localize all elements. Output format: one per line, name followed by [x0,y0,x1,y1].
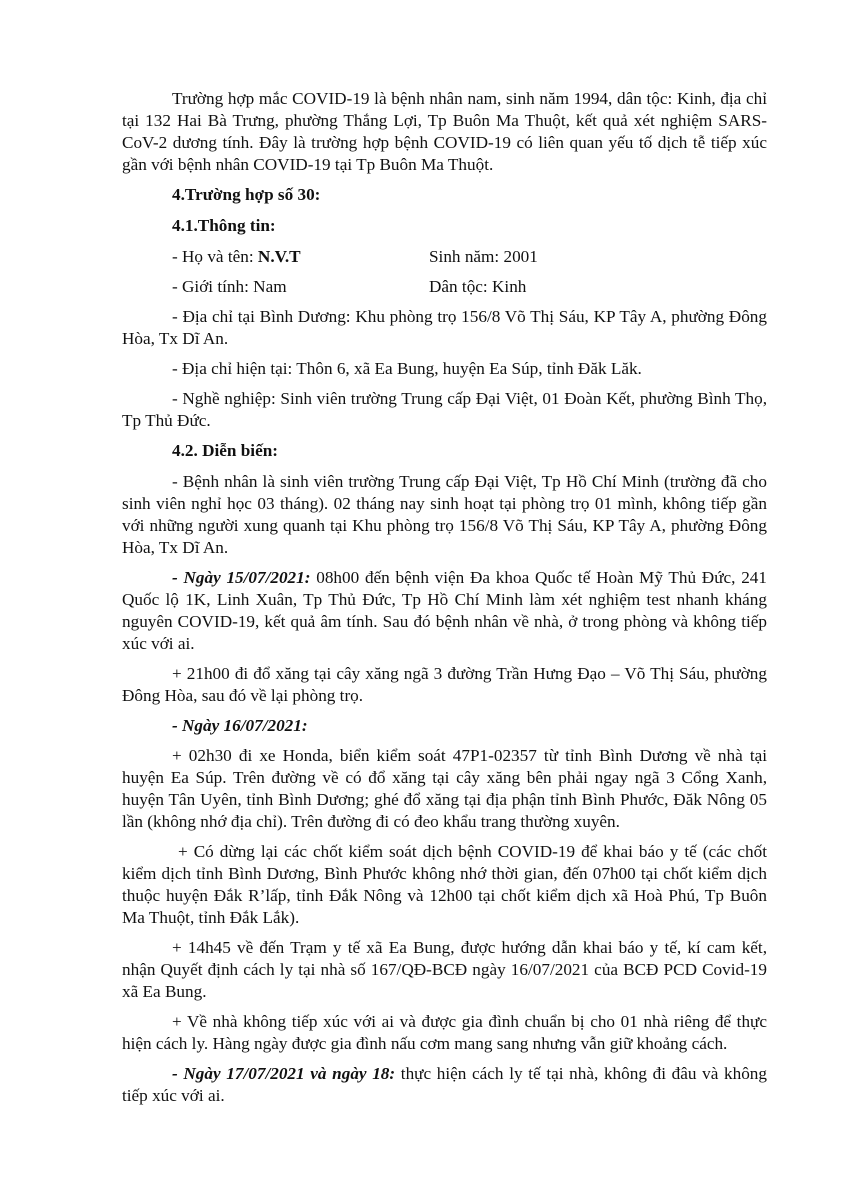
day16-travel: + 02h30 đi xe Honda, biển kiểm soát 47P1-02357 từ tỉnh Bình Dương về nhà tại huyện Ea Súp. Trên đường về có đổ xăng tại cây xăng bên phải ngay ngã 3 Cổng Xanh, huyện Tân Uyên, tỉnh Bình Dương; ghé đổ xăng tại địa phận tỉnh Bình Phước, Đăk Nông 05 lần (không nhớ địa chỉ). Trên đường đi có đeo khẩu trang thường xuyên. [122,746,767,831]
day15-paragraph [122,567,767,655]
day16-home: + Về nhà không tiếp xúc với ai và được gia đình chuẩn bị cho 01 nhà riêng để thực hiện cách ly. Hàng ngày được gia đình nấu cơm mang sang nhưng vẫn giữ khoảng cách. [122,1012,767,1053]
gender: - Giới tính: Nam [172,277,287,296]
day16-heading [122,715,767,737]
ethnicity: Dân tộc: Kinh [429,277,527,296]
address-binh-duong: - Địa chỉ tại Bình Dương: Khu phòng trọ 156/8 Võ Thị Sáu, KP Tây A, phường Đông Hòa, Tx Dĩ An. [122,307,767,348]
day15-evening: + 21h00 đi đổ xăng tại cây xăng ngã 3 đường Trần Hưng Đạo – Võ Thị Sáu, phường Đông Hòa, sau đó về lại phòng trọ. [122,664,767,705]
case-heading: 4.Trường hợp số 30: [172,185,321,204]
occupation: - Nghề nghiệp: Sinh viên trường Trung cấp Đại Việt, 01 Đoàn Kết, phường Bình Thọ, Tp Thủ Đức. [122,389,767,430]
address-current: - Địa chỉ hiện tại: Thôn 6, xã Ea Bung, huyện Ea Súp, tỉnh Đăk Lăk. [172,359,642,378]
day16-arrival: + 14h45 về đến Trạm y tế xã Ea Bung, được hướng dẫn khai báo y tế, kí cam kết, nhận Quyết định cách ly tại nhà số 167/QĐ-BCĐ ngày 16/07/2021 của BCĐ PCD Covid-19 xã Ea Bung. [122,938,767,1001]
day16-checkpoints: + Có dừng lại các chốt kiểm soát dịch bệnh COVID-19 để khai báo y tế (các chốt kiểm dịch tỉnh Bình Dương, Bình Phước không nhớ thời gian, đến 07h00 tại chốt kiểm dịch thuộc huyện Đắk R’lấp, tỉnh Đắk Nông và 12h00 tại chốt kiểm dịch xã Hoà Phú, Tp Buôn Ma Thuột, tỉnh Đắk Lắk). [122,842,772,927]
day17-paragraph [122,1063,767,1107]
day17-text: thực hiện cách ly tế tại nhà, không đi đâu và không tiếp xúc với ai. [122,1064,767,1105]
name-field [172,246,429,268]
name-birth-row [172,246,767,268]
background-paragraph: - Bệnh nhân là sinh viên trường Trung cấp Đại Việt, Tp Hồ Chí Minh (trường đã cho sinh viên nghỉ học 03 tháng). 02 tháng nay sinh hoạt tại phòng trọ 01 mình, không tiếp gần với những người xung quanh tại Khu phòng trọ 156/8 Võ Thị Sáu, KP Tây A, phường Đông Hòa, Tx Dĩ An. [122,472,767,557]
day15-label: - Ngày 15/07/2021: [172,568,311,587]
progress-heading: 4.2. Diễn biến: [172,441,278,460]
day17-label: - Ngày 17/07/2021 và ngày 18: [172,1064,396,1083]
name-value: N.V.T [257,247,301,266]
intro-paragraph: Trường hợp mắc COVID-19 là bệnh nhân nam, sinh năm 1994, dân tộc: Kinh, địa chỉ tại 132 Hai Bà Trưng, phường Thắng Lợi, Tp Buôn Ma Thuột, kết quả xét nghiệm SARS-CoV-2 dương tính. Đây là trường hợp bệnh COVID-19 có liên quan yếu tố dịch tễ tiếp xúc gần với bệnh nhân COVID-19 tại Tp Buôn Ma Thuột. [122,89,767,174]
day16-label: - Ngày 16/07/2021: [172,716,308,735]
birth-year: Sinh năm: 2001 [429,247,538,266]
day15-text: 08h00 đến bệnh viện Đa khoa Quốc tế Hoàn Mỹ Thủ Đức, 241 Quốc lộ 1K, Linh Xuân, Tp Thủ Đức, Tp Hồ Chí Minh làm xét nghiệm test nhanh kháng nguyên COVID-19, kết quả âm tính. Sau đó bệnh nhân về nhà, ở trong phòng và không tiếp xúc với ai. [122,568,767,653]
info-heading: 4.1.Thông tin: [172,216,276,235]
gender-ethnicity-row [172,276,767,298]
name-label: - Họ và tên: [172,247,258,266]
